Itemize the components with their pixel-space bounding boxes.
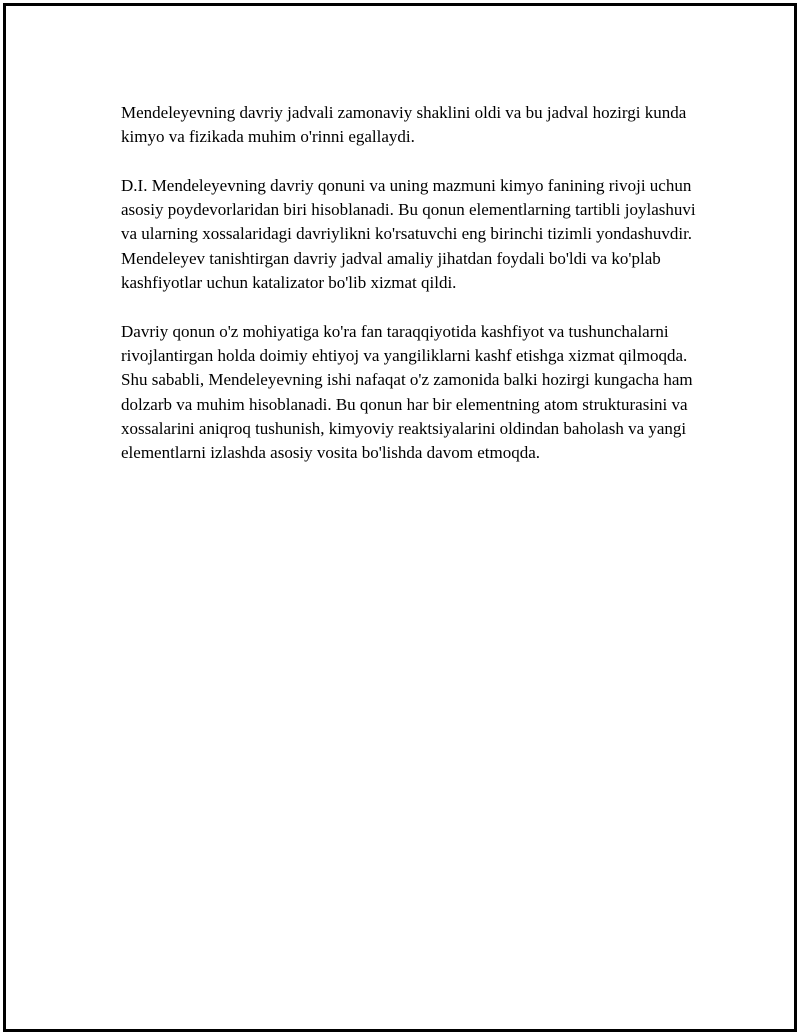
paragraph-3: Davriy qonun o'z mohiyatiga ko'ra fan taraqqiyotida kashfiyot va tushunchalarni rivojlantirgan holda doimiy ehtiyoj va yangiliklarni kashf etishga xizmat qilmoqda. Shu sababli, Mendeleyevning ishi nafaqat o'z zamonida balki hozirgi kungacha ham dolzarb va muhim hisoblanadi. Bu qonun har bir elementning atom strukturasini va xossalarini aniqroq tushunish, kimyoviy reaktsiyalarini oldindan baholash va yangi elementlarni izlashda asosiy vosita bo'lishda davom etmoqda.: [121, 321, 693, 463]
page-border-frame: [3, 3, 797, 1032]
paragraph-1: Mendeleyevning davriy jadvali zamonaviy shaklini oldi va bu jadval hozirgi kunda kimyo va fizikada muhim o'rinni egallaydi.: [121, 103, 687, 147]
paragraph-2: D.I. Mendeleyevning davriy qonuni va uning mazmuni kimyo fanining rivoji uchun asosiy poydevorlaridan biri hisoblanadi. Bu qonun elementlarning tartibli joylashuvi va ularning xossalaridagi davriylikni ko'rsatuvchi eng birinchi tizimli yondashuvdir. Mendeleyev tanishtirgan davriy jadval amaliy jihatdan foydali bo'ldi va ko'plab kashfiyotlar uchun katalizator bo'lib xizmat qildi.: [121, 175, 696, 293]
document-body: [121, 101, 711, 490]
